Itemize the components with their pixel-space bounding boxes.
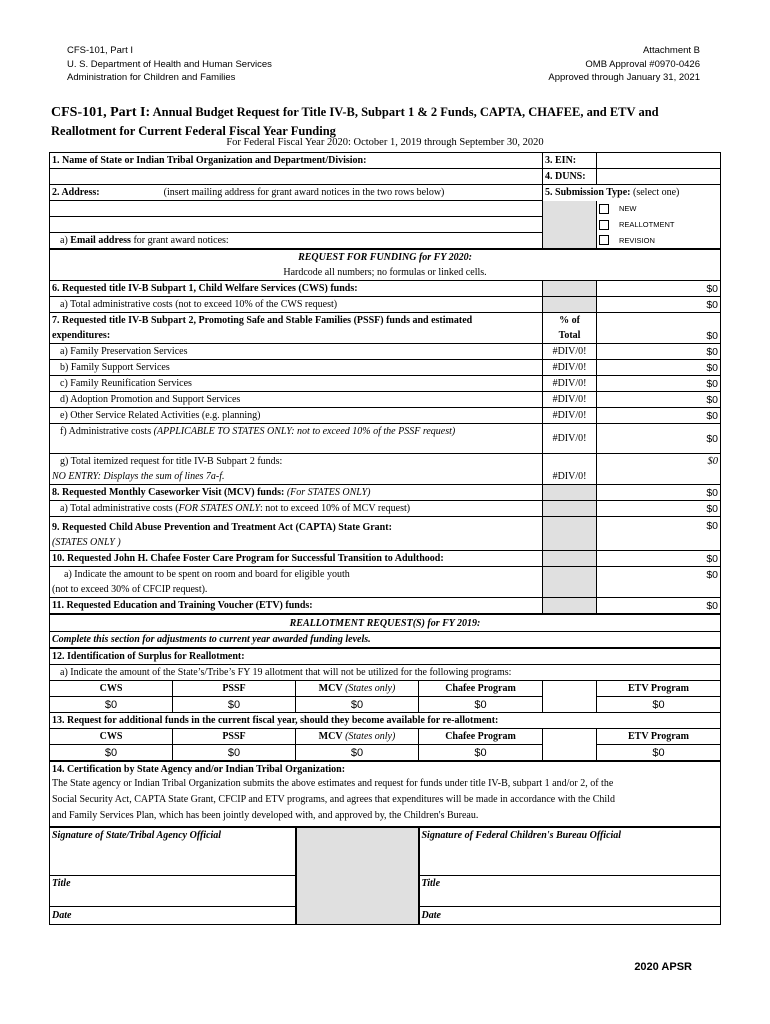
request-spacer [543, 745, 597, 762]
row8a-pct [543, 501, 597, 517]
request-mcv-text: MCV [318, 731, 343, 742]
row7c-label: c) Family Reunification Services [50, 376, 543, 392]
row8a-label [50, 501, 543, 517]
approval-date: Approved through January 31, 2021 [548, 72, 700, 83]
request-col-spacer [543, 729, 597, 745]
pct-header-1: % of [543, 313, 597, 329]
row12a-label: a) Indicate the amount of the State’s/Tribe’s FY 19 allotment that will not be utilized for the following programs: [50, 665, 721, 681]
reallotment-checkbox[interactable] [599, 220, 609, 230]
option-revision[interactable] [597, 233, 721, 250]
row7g-label: g) Total itemized request for title IV-B Subpart 2 funds: [50, 454, 543, 470]
row6-label: 6. Requested title IV-B Subpart 1, Child Welfare Services (CWS) funds: [50, 281, 543, 297]
address-label: 2. Address: [52, 187, 100, 198]
row7b-pct: #DIV/0! [543, 360, 597, 376]
fiscal-year-subtitle: For Federal Fiscal Year 2020: October 1, 2019 through September 30, 2020 [226, 137, 544, 148]
row6-pct [543, 281, 597, 297]
row9-value[interactable]: $0 [597, 517, 721, 536]
email-row[interactable] [50, 233, 543, 250]
federal-signature-label: Signature of Federal Children's Bureau Official [421, 830, 622, 841]
request-col-cws: CWS [50, 729, 173, 745]
row7g-note: NO ENTRY: Displays the sum of lines 7a-f. [50, 469, 543, 485]
row7d-label: d) Adoption Promotion and Support Services [50, 392, 543, 408]
certification-line-3: and Family Services Plan, which has been jointly developed with, and approved by, the Children's Bureau. [52, 810, 479, 821]
federal-title-label: Title [421, 878, 441, 889]
certification-text [50, 776, 721, 827]
row9-note: (STATES ONLY ) [50, 535, 543, 551]
row6a-label: a) Total administrative costs (not to exceed 10% of the CWS request) [50, 297, 543, 313]
row10a-value[interactable]: $0 [597, 567, 721, 583]
federal-signature-field[interactable] [419, 827, 721, 876]
row10a-label-2: (not to exceed 30% of CFCIP request). [50, 582, 543, 598]
row7g-pct-top [543, 454, 597, 470]
surplus-col-pssf: PSSF [173, 681, 296, 697]
row9-pct-2 [543, 535, 597, 551]
surplus-chafee-value[interactable]: $0 [419, 697, 543, 713]
row13-label: 13. Request for additional funds in the current fiscal year, should they become available for re-allotment: [50, 713, 721, 729]
row7d-pct: #DIV/0! [543, 392, 597, 408]
request-col-etv: ETV Program [597, 729, 721, 745]
row7e-pct: #DIV/0! [543, 408, 597, 424]
row8-italic: (For STATES ONLY) [286, 487, 371, 498]
submission-spacer-3 [543, 233, 597, 250]
row7e-value[interactable]: $0 [597, 408, 721, 424]
row10a-pct [543, 567, 597, 583]
row7a-value[interactable]: $0 [597, 344, 721, 360]
row9-label: 9. Requested Child Abuse Prevention and Treatment Act (CAPTA) State Grant: [50, 517, 543, 536]
address-hint: (insert mailing address for grant award notices in the two rows below) [163, 187, 445, 198]
title-prefix: CFS-101, Part I: [51, 105, 151, 120]
row7-value[interactable]: $0 [597, 328, 721, 344]
budget-form-table [49, 152, 721, 925]
option-reallotment[interactable] [597, 217, 721, 233]
revision-label: REVISION [619, 235, 655, 245]
ein-input[interactable] [597, 153, 721, 169]
row11-pct [543, 598, 597, 615]
title-line1: Annual Budget Request for Title IV-B, Subpart 1 & 2 Funds, CAPTA, CHAFEE, and ETV and [150, 105, 659, 119]
row7g-value: $0 [597, 454, 721, 470]
row12-label: 12. Identification of Surplus for Reallotment: [50, 648, 721, 665]
federal-date-label: Date [421, 910, 441, 921]
email-label-rest: for grant award notices: [130, 235, 229, 246]
row7d-value[interactable]: $0 [597, 392, 721, 408]
request-col-chafee: Chafee Program [419, 729, 543, 745]
row9-pct [543, 517, 597, 536]
reallotment-note: Complete this section for adjustments to current year awarded funding levels. [50, 632, 721, 649]
revision-checkbox[interactable] [599, 235, 609, 245]
row10a-label-1: a) Indicate the amount to be spent on room and board for eligible youth [50, 567, 543, 583]
request-col-mcv [296, 729, 419, 745]
request-heading: REQUEST FOR FUNDING for FY 2020: [50, 249, 721, 265]
reallotment-label: REALLOTMENT [619, 220, 675, 229]
surplus-etv-value[interactable]: $0 [597, 697, 721, 713]
form-number: CFS-101, Part I [67, 45, 133, 56]
row7c-value[interactable]: $0 [597, 376, 721, 392]
header-right [548, 44, 700, 85]
row7a-pct: #DIV/0! [543, 344, 597, 360]
row7g-spacer [597, 469, 721, 485]
state-signature-field[interactable] [50, 827, 296, 876]
request-mcv-note: (States only) [342, 731, 396, 742]
row8-pct [543, 485, 597, 501]
option-new[interactable] [597, 201, 721, 217]
request-cws-value[interactable]: $0 [50, 745, 173, 762]
omb-approval: OMB Approval #0970-0426 [585, 58, 700, 70]
name-input[interactable] [50, 169, 543, 185]
certification-line-2: Social Security Act, CAPTA State Grant, CFCIP and ETV programs, and agrees that expenditures will be made in accordance with the Child [52, 794, 615, 805]
address-input-1[interactable] [50, 201, 543, 217]
row10a-spacer [597, 582, 721, 598]
submission-spacer-2 [543, 217, 597, 233]
row11-label: 11. Requested Education and Training Voucher (ETV) funds: [50, 598, 543, 615]
row8-label [50, 485, 543, 501]
surplus-col-mcv [296, 681, 419, 697]
request-mcv-value[interactable]: $0 [296, 745, 419, 762]
pct-header-2: Total [543, 328, 597, 344]
row6a-value[interactable]: $0 [597, 297, 721, 313]
footer-label: 2020 APSR [634, 961, 692, 973]
new-checkbox[interactable] [599, 204, 609, 214]
address-row [50, 185, 543, 201]
row8-text: 8. Requested Monthly Caseworker Visit (MCV) funds: [52, 487, 287, 498]
email-label-bold: Email address [70, 235, 131, 246]
row7-label-1: 7. Requested title IV-B Subpart 2, Promoting Safe and Stable Families (PSSF) funds and estimated [50, 313, 543, 329]
new-label: NEW [619, 204, 637, 213]
administration: Administration for Children and Families [67, 72, 236, 83]
surplus-mcv-note: (States only) [342, 683, 396, 694]
surplus-col-chafee: Chafee Program [419, 681, 543, 697]
request-etv-value[interactable]: $0 [597, 745, 721, 762]
row7e-label: e) Other Service Related Activities (e.g. planning) [50, 408, 543, 424]
page-title [51, 103, 721, 140]
surplus-pssf-value[interactable]: $0 [173, 697, 296, 713]
surplus-col-cws: CWS [50, 681, 173, 697]
submission-hint: (select one) [630, 187, 680, 199]
state-signature-label: Signature of State/Tribal Agency Official [52, 830, 222, 841]
certification-heading: 14. Certification by State Agency and/or Indian Tribal Organization: [50, 761, 721, 776]
row7f-text: f) Administrative costs [60, 426, 154, 437]
row9-spacer [597, 535, 721, 551]
attachment-label: Attachment B [642, 45, 700, 56]
row8a-italic: FOR STATES ONLY [178, 503, 261, 514]
state-date-field[interactable] [50, 907, 296, 925]
row7-label-2: expenditures: [50, 328, 543, 344]
duns-input[interactable] [597, 169, 721, 185]
state-title-label: Title [52, 878, 71, 889]
surplus-spacer [543, 697, 597, 713]
row11-value[interactable]: $0 [597, 598, 721, 615]
row7f-italic: (APPLICABLE TO STATES ONLY: not to exceed 10% of the PSSF request) [153, 426, 456, 437]
row6a-pct [543, 297, 597, 313]
row7b-label: b) Family Support Services [50, 360, 543, 376]
row7c-pct: #DIV/0! [543, 376, 597, 392]
row10-pct [543, 551, 597, 567]
email-prefix: a) [60, 235, 71, 246]
row10-label: 10. Requested John H. Chafee Foster Care Program for Successful Transition to Adulthood: [50, 551, 543, 567]
signature-divider [296, 827, 419, 925]
federal-date-field[interactable] [419, 907, 721, 925]
row7-spacer [597, 313, 721, 329]
state-title-field[interactable] [50, 876, 296, 907]
reallotment-heading: REALLOTMENT REQUEST(S) for FY 2019: [50, 614, 721, 632]
header-left [67, 44, 272, 85]
name-label: 1. Name of State or Indian Tribal Organization and Department/Division: [50, 153, 543, 169]
request-pssf-value[interactable]: $0 [173, 745, 296, 762]
row7f-value[interactable]: $0 [597, 424, 721, 454]
row7b-value[interactable]: $0 [597, 360, 721, 376]
request-chafee-value[interactable]: $0 [419, 745, 543, 762]
surplus-col-etv: ETV Program [597, 681, 721, 697]
certification-line-1: The State agency or Indian Tribal Organization submits the above estimates and request for funds under title IV-B, subpart 1 and/or 2, of the [52, 778, 614, 789]
row8-value[interactable]: $0 [597, 485, 721, 501]
request-col-pssf: PSSF [173, 729, 296, 745]
row8a-text-1: a) Total administrative costs ( [60, 503, 179, 514]
ein-label: 3. EIN: [543, 153, 597, 169]
row8a-value[interactable]: $0 [597, 501, 721, 517]
row8a-text-2: : not to exceed 10% of MCV request) [260, 503, 411, 514]
request-note: Hardcode all numbers; no formulas or linked cells. [50, 265, 721, 281]
row7f-label [50, 424, 543, 454]
row10-value[interactable]: $0 [597, 551, 721, 567]
surplus-mcv-value[interactable]: $0 [296, 697, 419, 713]
submission-type-label [543, 185, 721, 201]
surplus-mcv-text: MCV [318, 683, 343, 694]
department: U. S. Department of Health and Human Services [67, 58, 272, 70]
row10a-pct-2 [543, 582, 597, 598]
submission-spacer [543, 201, 597, 217]
surplus-cws-value[interactable]: $0 [50, 697, 173, 713]
title-line2: Reallotment for Current Federal Fiscal Year Funding [51, 124, 336, 138]
federal-title-field[interactable] [419, 876, 721, 907]
row6-value[interactable]: $0 [597, 281, 721, 297]
submission-label-text: 5. Submission Type: [545, 187, 631, 199]
state-date-label: Date [52, 910, 72, 921]
row7a-label: a) Family Preservation Services [50, 344, 543, 360]
surplus-col-spacer [543, 681, 597, 697]
row7f-pct: #DIV/0! [543, 424, 597, 454]
duns-label: 4. DUNS: [543, 169, 597, 185]
row7g-pct: #DIV/0! [543, 469, 597, 485]
address-input-2[interactable] [50, 217, 543, 233]
